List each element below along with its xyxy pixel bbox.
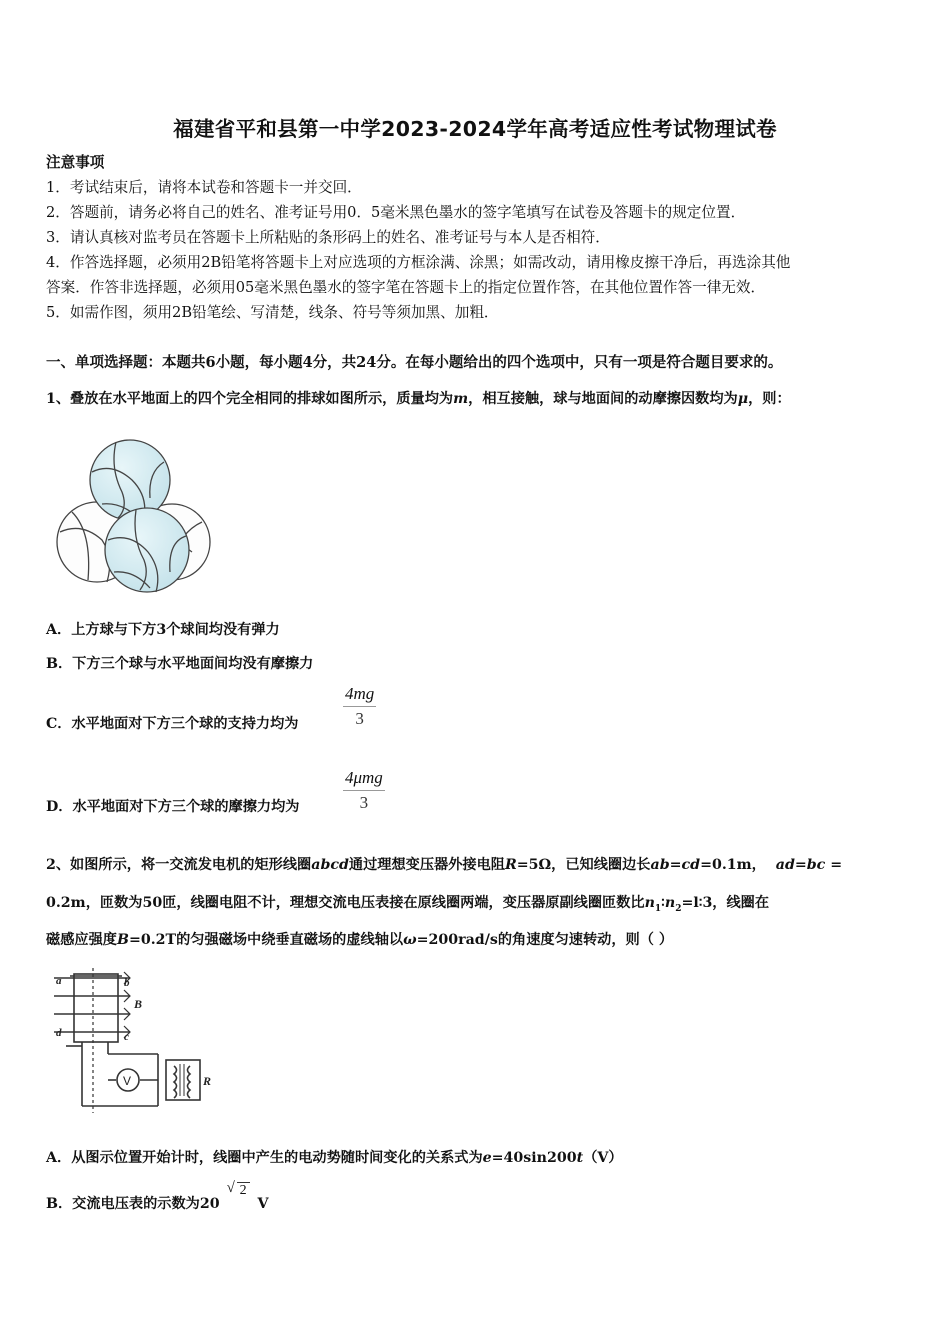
- notice-item-3: 3．请认真核对监考员在答题卡上所粘贴的条形码上的姓名、准考证号与本人是否相符．: [46, 229, 610, 246]
- voltmeter-label: V: [123, 1074, 132, 1088]
- q1-option-b: B．下方三个球与水平地面间均没有摩擦力: [46, 656, 314, 672]
- q2-option-b: B．交流电压表的示数为20 √ 2 V: [46, 1180, 269, 1212]
- generator-circuit-figure: [48, 968, 218, 1114]
- figure-label-c: c: [124, 1031, 129, 1043]
- q2-stem-line-2: 0.2m，匝数为50匝，线圈电阻不计，理想交流电压表接在原线圈两端，变压器原副线圈匝数比$n_1∶n_2=l∶3$，线圈在: [46, 895, 770, 914]
- q2-stem-line-1: 2、如图所示，将一交流发电机的矩形线圈abcd通过理想变压器外接电阻R=5Ω，已知线圈边长ab=cd=0.1m， ad=bc =: [46, 857, 843, 873]
- notice-item-2: 2．答题前，请务必将自己的姓名、准考证号用0．5毫米黑色墨水的签字笔填写在试卷及答题卡的规定位置．: [46, 204, 746, 221]
- fraction-numerator: 4μmg: [345, 768, 383, 787]
- q1-option-d: D．水平地面对下方三个球的摩擦力均为: [46, 799, 300, 815]
- q1-stem: 1、叠放在水平地面上的四个完全相同的排球如图所示，质量均为m，相互接触，球与地面间的动摩擦因数均为μ，则：: [46, 391, 791, 407]
- notice-item-1: 1．考试结束后，请将本试卷和答题卡一并交回．: [46, 179, 362, 196]
- section-heading: 一、单项选择题：本题共6小题，每小题4分，共24分。在每小题给出的四个选项中，只有一项是符合题目要求的。: [46, 354, 783, 371]
- q1-option-c: C．水平地面对下方三个球的支持力均为: [46, 716, 299, 732]
- page-title: 福建省平和县第一中学2023-2024学年高考适应性考试物理试卷: [173, 117, 777, 141]
- resistor-label: R: [203, 1074, 212, 1088]
- figure-label-d: d: [56, 1027, 62, 1039]
- figure-label-b: b: [124, 977, 130, 989]
- notice-heading: 注意事项: [46, 154, 105, 171]
- q2-stem-line-3: 磁感应强度B=0.2T的匀强磁场中绕垂直磁场的虚线轴以ω=200rad/s的角速度匀速转动，则（ ）: [46, 932, 674, 948]
- notice-item-4-cont: 答案．作答非选择题，必须用05毫米黑色墨水的签字笔在答题卡上的指定位置作答，在其他位置作答一律无效．: [46, 279, 766, 296]
- figure-label-a: a: [56, 975, 62, 987]
- sqrt-radicand: 2: [237, 1182, 250, 1199]
- figure-label-field: B: [134, 997, 143, 1011]
- fraction-bar: [343, 790, 385, 791]
- sqrt-expression: [225, 1180, 253, 1208]
- fraction-denominator: 3: [355, 709, 364, 728]
- sqrt-sign: √: [226, 1180, 235, 1196]
- notice-item-5: 5．如需作图，须用2B铅笔绘、写清楚，线条、符号等须加黑、加粗．: [46, 304, 499, 321]
- q1-option-d-fraction: [343, 768, 385, 813]
- fraction-denominator: 3: [359, 793, 369, 812]
- volleyball-stack-figure: [52, 432, 222, 602]
- fraction-bar: [343, 706, 376, 707]
- q2-option-a: A．从图示位置开始计时，线圈中产生的电动势随时间变化的关系式为e=40sin200t（V）: [46, 1150, 623, 1166]
- q1-option-c-fraction: [343, 684, 376, 729]
- notice-item-4: 4．作答选择题，必须用2B铅笔将答题卡上对应选项的方框涂满、涂黑；如需改动，请用橡皮擦干净后，再选涂其他: [46, 254, 791, 271]
- q1-option-a: A．上方球与下方3个球间均没有弹力: [46, 622, 280, 638]
- fraction-numerator: 4mg: [345, 684, 375, 703]
